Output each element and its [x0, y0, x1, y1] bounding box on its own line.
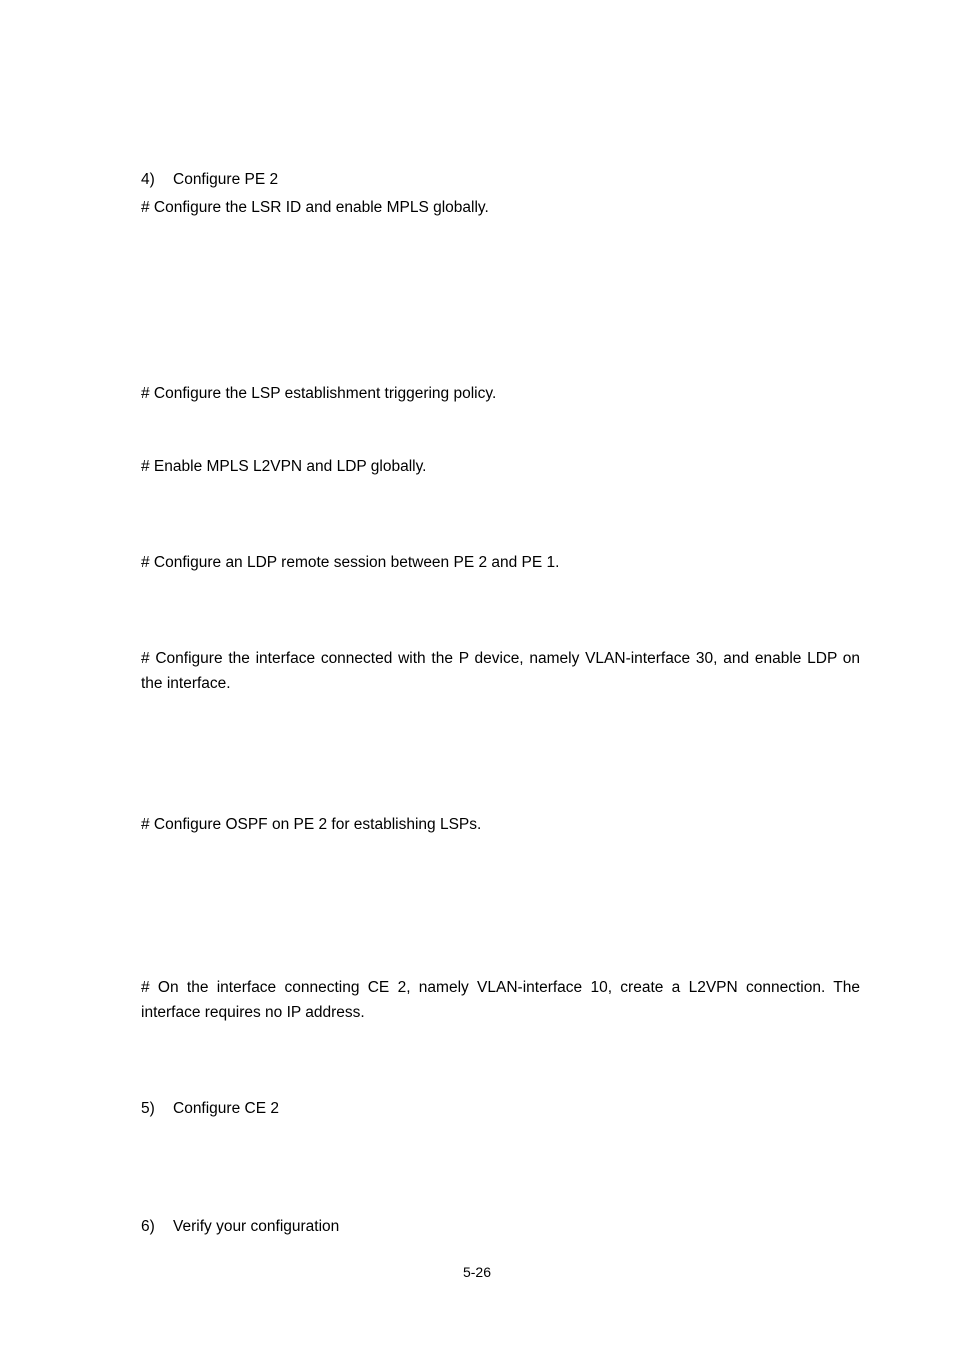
paragraph-ldp-remote-session: # Configure an LDP remote session between PE 2 and PE 1. — [141, 554, 560, 571]
step-number: 6) — [141, 1218, 155, 1235]
step-4-heading — [141, 167, 860, 192]
paragraph-ospf: # Configure OSPF on PE 2 for establishing LSPs. — [141, 816, 482, 833]
step-title: Configure CE 2 — [173, 1100, 279, 1117]
step-number: 4) — [141, 171, 155, 188]
step-number: 5) — [141, 1100, 155, 1117]
paragraph-interface-p-device: # Configure the interface connected with the P device, namely VLAN-interface 30, and enable LDP on the interface. — [141, 650, 860, 692]
page-number: 5-26 — [462, 1264, 492, 1280]
step-5-heading — [141, 1096, 860, 1121]
paragraph-lsp-policy: # Configure the LSP establishment triggering policy. — [141, 385, 497, 402]
paragraph-l2vpn-connection: # On the interface connecting CE 2, namely VLAN-interface 10, create a L2VPN connection. The interface requires no IP address. — [141, 979, 860, 1021]
step-title: Verify your configuration — [173, 1218, 340, 1235]
step-title: Configure PE 2 — [173, 171, 279, 188]
step-6-heading — [141, 1214, 860, 1239]
paragraph-lsr-id: # Configure the LSR ID and enable MPLS globally. — [141, 199, 489, 216]
paragraph-enable-l2vpn-ldp: # Enable MPLS L2VPN and LDP globally. — [141, 458, 427, 475]
